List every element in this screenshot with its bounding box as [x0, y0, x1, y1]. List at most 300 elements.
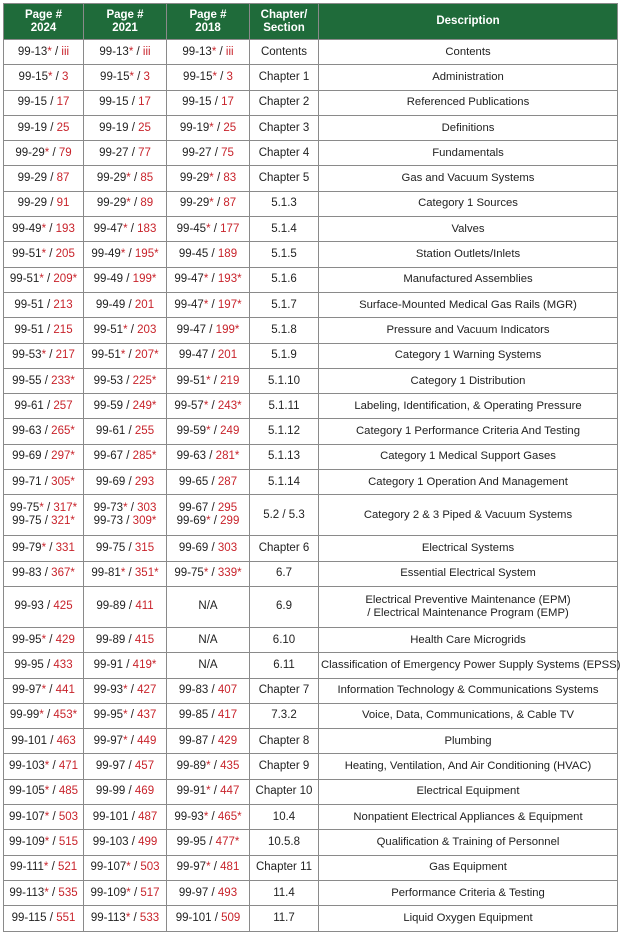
page-2024-cell — [4, 115, 84, 140]
book-page: 293 — [134, 475, 155, 488]
section-page: 99-113 — [90, 911, 126, 924]
page-ref-line — [6, 567, 81, 580]
separator: * / — [206, 861, 221, 874]
separator: * / — [41, 633, 56, 646]
page-2024-cell — [4, 40, 84, 65]
table-row — [4, 90, 618, 115]
table-row — [4, 678, 618, 703]
header-description: Description — [319, 4, 618, 40]
page-ref-line — [86, 515, 164, 528]
separator: * / — [206, 515, 221, 528]
description-cell — [319, 267, 618, 292]
book-page: iii — [225, 45, 234, 58]
description-cell — [319, 586, 618, 627]
book-page: 417 — [217, 709, 238, 722]
description-cell — [319, 242, 618, 267]
page-2021-cell — [84, 779, 167, 804]
book-page: 407 — [217, 684, 238, 697]
section-page: 99-61 — [14, 399, 44, 412]
separator: * / — [123, 502, 138, 515]
section-page: 99-47 — [93, 222, 124, 235]
page-2024-cell — [4, 805, 84, 830]
page-ref-line — [6, 197, 81, 210]
separator: / — [123, 515, 133, 528]
page-2018-cell — [167, 368, 250, 393]
page-ref-line — [169, 248, 247, 261]
section-page: 99-49 — [93, 273, 124, 286]
separator: * / — [123, 734, 138, 747]
description-line: Pressure and Vacuum Indicators — [386, 323, 550, 336]
page-2018-cell: N/A — [167, 586, 250, 627]
table-row — [4, 880, 618, 905]
page-2018-cell — [167, 678, 250, 703]
page-2024-cell — [4, 678, 84, 703]
page-2024-cell — [4, 292, 84, 317]
page-2018-cell — [167, 729, 250, 754]
page-ref-line — [86, 567, 164, 580]
separator: / — [125, 541, 135, 554]
page-2021-cell — [84, 805, 167, 830]
table-row — [4, 141, 618, 166]
book-page: 285* — [132, 450, 157, 463]
page-2021-cell — [84, 703, 167, 728]
section-page: 99-13 — [17, 45, 48, 58]
section-page: 99-75 — [9, 502, 40, 515]
table-row — [4, 830, 618, 855]
description-line: Category 1 Operation And Management — [368, 475, 568, 488]
description-line: Category 1 Medical Support Gases — [380, 450, 556, 463]
page-ref-line — [169, 349, 247, 362]
book-page: 509 — [221, 911, 241, 924]
book-page: 299 — [220, 515, 240, 528]
chapter-section-cell: 7.3.2 — [250, 703, 319, 728]
separator: / — [206, 323, 216, 336]
chapter-section-cell: 5.1.4 — [250, 217, 319, 242]
page-ref-line — [169, 811, 247, 824]
separator: * / — [44, 886, 59, 899]
book-page: 225* — [132, 374, 157, 387]
description-cell — [319, 470, 618, 495]
book-page: 193* — [217, 273, 242, 286]
page-2021-cell — [84, 754, 167, 779]
chapter-section-cell: 11.4 — [250, 880, 319, 905]
section-page: 99-15 — [17, 96, 48, 109]
page-2018-cell — [167, 166, 250, 191]
separator: / — [125, 633, 135, 646]
description-line: Surface-Mounted Medical Gas Rails (MGR) — [359, 298, 577, 311]
book-page: 305* — [51, 475, 75, 488]
book-page: 203 — [137, 323, 157, 336]
description-line: Category 1 Sources — [418, 197, 518, 210]
separator: * / — [120, 248, 135, 261]
page-2018-cell — [167, 754, 250, 779]
chapter-section-cell: Chapter 11 — [250, 855, 319, 880]
book-page: 255 — [134, 425, 155, 438]
page-2021-cell — [84, 394, 167, 419]
description-line: Classification of Emergency Power Supply Systems (EPSS) — [321, 658, 621, 671]
table-row — [4, 855, 618, 880]
page-ref-line — [86, 542, 164, 555]
section-page: 99-19 — [179, 121, 210, 134]
section-page: 99-93 — [14, 600, 44, 613]
section-page: 99-85 — [178, 709, 209, 722]
separator: * / — [47, 70, 63, 83]
separator: / — [41, 475, 52, 488]
section-page: 99-51 — [176, 374, 207, 387]
section-page: 99-59 — [93, 399, 124, 412]
section-page: 99-97 — [178, 886, 209, 899]
book-page: 25 — [138, 121, 151, 134]
book-page: 287 — [217, 475, 238, 488]
section-page: 99-75 — [12, 515, 42, 528]
header-chapter-section: Chapter/ Section — [250, 4, 319, 40]
separator: * / — [125, 911, 140, 924]
separator: / — [128, 810, 139, 823]
page-ref-line — [86, 400, 164, 413]
section-page: 99-73 — [93, 515, 124, 528]
description-cell — [319, 495, 618, 536]
separator: * / — [126, 886, 141, 899]
separator: / — [43, 399, 54, 412]
book-page: 503 — [140, 861, 160, 874]
section-page: 99-83 — [12, 567, 42, 580]
chapter-section-cell: 5.1.7 — [250, 292, 319, 317]
table-row — [4, 368, 618, 393]
section-page: 99-15 — [100, 70, 130, 83]
chapter-section-cell: 5.1.9 — [250, 343, 319, 368]
page-ref-line — [169, 273, 247, 286]
page-2024-cell — [4, 779, 84, 804]
separator: / — [47, 197, 57, 210]
separator: / — [211, 911, 222, 924]
section-page: 99-97 — [176, 861, 207, 874]
book-page: 83 — [223, 172, 237, 185]
page-ref-line — [169, 785, 247, 798]
page-2021-cell — [84, 166, 167, 191]
book-page: 351* — [134, 567, 159, 580]
page-2021-cell — [84, 653, 167, 678]
page-2021-cell — [84, 627, 167, 652]
page-ref-line — [86, 709, 164, 722]
table-row — [4, 292, 618, 317]
separator: / — [43, 658, 54, 671]
description-cell — [319, 90, 618, 115]
separator: * / — [126, 172, 141, 185]
separator: / — [43, 323, 54, 336]
page-2021-cell — [84, 586, 167, 627]
separator: / — [206, 835, 216, 848]
book-page: 17 — [138, 96, 151, 109]
page-ref-line — [6, 349, 81, 362]
page-2018-cell — [167, 779, 250, 804]
book-page: 79 — [58, 146, 72, 159]
page-ref-line — [169, 735, 247, 748]
separator: / — [125, 600, 136, 613]
book-page: 3 — [143, 70, 150, 83]
book-page: 465* — [217, 810, 242, 823]
chapter-section-cell: 6.9 — [250, 586, 319, 627]
page-ref-line — [169, 197, 247, 210]
book-page: 471 — [58, 760, 79, 773]
chapter-section-cell: 5.1.5 — [250, 242, 319, 267]
separator: / — [211, 146, 222, 159]
page-2018-cell — [167, 217, 250, 242]
description-line: Gas Equipment — [429, 861, 507, 874]
description-line: Plumbing — [444, 734, 492, 747]
book-page: 3 — [62, 70, 69, 83]
page-2018-cell — [167, 191, 250, 216]
description-cell — [319, 394, 618, 419]
book-page: 25 — [223, 121, 237, 134]
separator: * / — [123, 222, 138, 235]
table-row — [4, 343, 618, 368]
separator: * / — [206, 760, 221, 773]
page-ref-line — [6, 223, 81, 236]
book-page: 469 — [134, 785, 155, 798]
separator: / — [41, 515, 52, 528]
description-cell — [319, 855, 618, 880]
description-cell — [319, 217, 618, 242]
section-page: 99-107 — [90, 861, 127, 874]
page-2018-cell — [167, 90, 250, 115]
description-line: Heating, Ventilation, And Air Conditioning (HVAC) — [344, 760, 592, 773]
page-ref-line — [86, 324, 164, 337]
description-line: Definitions — [441, 121, 495, 134]
page-ref-line — [6, 46, 81, 59]
section-page: 99-97 — [93, 734, 124, 747]
separator: / — [123, 658, 133, 671]
header-row — [4, 4, 618, 40]
description-line: Manufactured Assemblies — [403, 273, 533, 286]
separator: / — [128, 835, 139, 848]
description-line: / Electrical Maintenance Program (EMP) — [367, 606, 569, 619]
separator: * / — [209, 172, 224, 185]
page-ref-line — [86, 811, 164, 824]
page-2024-cell — [4, 368, 84, 393]
page-2018-cell — [167, 536, 250, 561]
page-ref-line — [6, 96, 81, 109]
book-page: 533 — [139, 911, 160, 924]
page-ref-line — [86, 197, 164, 210]
section-page: 99-53 — [93, 374, 124, 387]
page-ref-line — [169, 425, 247, 438]
chapter-section-cell: 6.11 — [250, 653, 319, 678]
book-page: 91 — [56, 197, 70, 210]
page-ref-line — [6, 659, 81, 672]
book-page: 499 — [138, 835, 158, 848]
page-ref-line — [169, 46, 247, 59]
section-page: 99-15 — [99, 96, 129, 109]
page-ref-line — [6, 515, 81, 528]
section-page: 99-95 — [12, 633, 42, 646]
section-page: 99-27 — [99, 146, 129, 159]
table-row — [4, 394, 618, 419]
page-2021-cell — [84, 267, 167, 292]
section-page: 99-47 — [174, 298, 204, 311]
description-cell — [319, 368, 618, 393]
page-ref-line — [169, 476, 247, 489]
book-page: 205 — [55, 248, 75, 261]
separator: * / — [212, 70, 227, 83]
page-ref-line — [86, 659, 164, 672]
page-2024-cell — [4, 536, 84, 561]
page-2024-cell — [4, 495, 84, 536]
book-page: 521 — [58, 861, 78, 874]
book-page: 429 — [217, 734, 238, 747]
chapter-section-cell: 5.1.10 — [250, 368, 319, 393]
section-page: 99-51 — [9, 273, 40, 286]
book-page: 481 — [220, 861, 240, 874]
page-ref-line — [86, 375, 164, 388]
book-page: 249* — [132, 399, 157, 412]
book-page: 249 — [220, 425, 240, 438]
book-page: 331 — [55, 541, 75, 554]
page-2024-cell — [4, 586, 84, 627]
page-ref-line — [6, 299, 81, 312]
section-page: 99-49 — [95, 298, 126, 311]
page-ref-line — [6, 542, 81, 555]
chapter-section-cell: 5.1.6 — [250, 267, 319, 292]
page-ref-line — [86, 502, 164, 515]
header-page-2024: Page # 2024 — [4, 4, 84, 40]
table-row — [4, 267, 618, 292]
separator: * / — [41, 684, 56, 697]
separator: / — [41, 374, 52, 387]
page-2024-cell — [4, 394, 84, 419]
book-page: 197* — [217, 298, 242, 311]
page-2024-cell — [4, 141, 84, 166]
chapter-section-cell: 5.1.8 — [250, 318, 319, 343]
page-ref-line — [169, 684, 247, 697]
page-ref-line — [86, 760, 164, 773]
separator: * / — [43, 861, 58, 874]
book-page: 281* — [215, 450, 240, 463]
book-page: 17 — [56, 96, 70, 109]
description-line: Electrical Equipment — [416, 785, 520, 798]
separator: * / — [39, 709, 54, 722]
table-row — [4, 419, 618, 444]
book-page: 515 — [58, 835, 79, 848]
section-page: 99-29 — [96, 197, 127, 210]
chapter-section-cell: Chapter 1 — [250, 65, 319, 90]
section-page: 99-101 — [92, 810, 129, 823]
section-page: 99-49 — [12, 222, 42, 235]
section-page: 99-51 — [14, 323, 44, 336]
section-page: 99-53 — [12, 349, 42, 362]
description-cell — [319, 678, 618, 703]
page-ref-line — [86, 425, 164, 438]
description-line: Station Outlets/Inlets — [415, 248, 521, 261]
section-page: 99-97 — [12, 684, 42, 697]
page-ref-line — [6, 502, 81, 515]
page-ref-line — [6, 811, 81, 824]
separator: * / — [126, 861, 141, 874]
separator: * / — [129, 70, 144, 83]
separator: / — [125, 785, 135, 798]
page-ref-line — [6, 122, 81, 135]
book-page: 201 — [134, 298, 155, 311]
page-ref-line — [86, 785, 164, 798]
description-line: Administration — [432, 70, 504, 83]
section-page: 99-57 — [174, 399, 204, 412]
page-2024-cell — [4, 906, 84, 931]
book-page: 297* — [51, 450, 75, 463]
page-ref-line — [6, 735, 81, 748]
table-row — [4, 115, 618, 140]
separator: * / — [203, 273, 218, 286]
page-ref-line — [6, 912, 81, 925]
description-cell — [319, 830, 618, 855]
page-ref-line — [169, 861, 247, 874]
book-page: 213 — [53, 298, 73, 311]
description-line: Voice, Data, Communications, & Cable TV — [361, 709, 575, 722]
book-page: 339* — [217, 567, 242, 580]
page-2021-cell — [84, 678, 167, 703]
page-2024-cell — [4, 627, 84, 652]
section-page: 99-63 — [12, 425, 42, 438]
page-ref-line — [169, 122, 247, 135]
page-ref-line — [6, 71, 81, 84]
table-row — [4, 40, 618, 65]
separator: * / — [203, 298, 218, 311]
section-page: 99-47 — [174, 273, 204, 286]
page-2024-cell — [4, 830, 84, 855]
section-page: 99-107 — [8, 810, 45, 823]
book-page: 217 — [55, 349, 75, 362]
description-cell — [319, 191, 618, 216]
page-ref-line — [86, 223, 164, 236]
section-page: 99-45 — [178, 248, 209, 261]
section-page: 99-15 — [182, 96, 212, 109]
page-ref-line — [86, 476, 164, 489]
separator: * / — [203, 567, 218, 580]
section-page: 99-45 — [176, 222, 207, 235]
chapter-section-cell: Chapter 7 — [250, 678, 319, 703]
page-ref-line — [6, 375, 81, 388]
section-page: 99-113 — [9, 886, 45, 899]
section-page: 99-91 — [176, 785, 207, 798]
separator: / — [123, 273, 133, 286]
section-page: 99-51 — [93, 323, 124, 336]
book-page: 425 — [53, 600, 73, 613]
separator: * / — [203, 399, 218, 412]
section-page: 99-95 — [176, 835, 207, 848]
page-2021-cell — [84, 242, 167, 267]
book-page: 77 — [138, 146, 151, 159]
separator: / — [47, 121, 57, 134]
section-page: 99-69 — [95, 475, 126, 488]
page-ref-line — [86, 836, 164, 849]
page-ref-line — [6, 760, 81, 773]
description-line: Category 1 Distribution — [410, 374, 526, 387]
section-page: 99-101 — [11, 734, 48, 747]
page-2018-cell — [167, 115, 250, 140]
separator: * / — [120, 567, 135, 580]
page-2018-cell — [167, 703, 250, 728]
page-2024-cell — [4, 217, 84, 242]
page-ref-line — [169, 836, 247, 849]
description-line: Essential Electrical System — [400, 567, 536, 580]
page-ref-line — [86, 600, 164, 613]
chapter-section-cell: 11.7 — [250, 906, 319, 931]
book-page: 493 — [217, 886, 238, 899]
chapter-section-cell: 6.10 — [250, 627, 319, 652]
book-page: 429 — [55, 633, 75, 646]
page-2018-cell — [167, 292, 250, 317]
table-row — [4, 536, 618, 561]
separator: * / — [206, 374, 221, 387]
page-2021-cell — [84, 90, 167, 115]
